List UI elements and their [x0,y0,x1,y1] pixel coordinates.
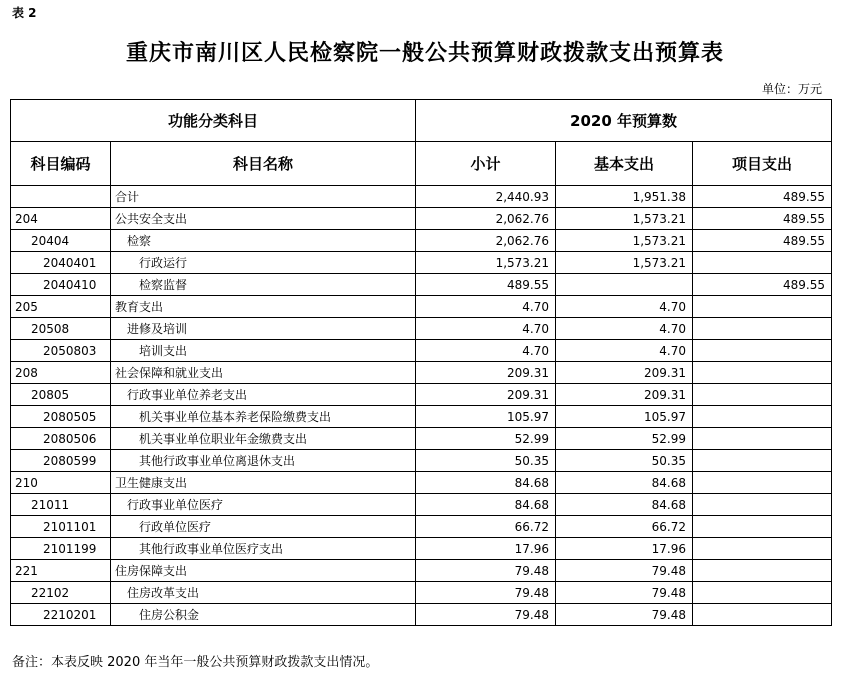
table-row [11,186,832,208]
row-name: 住房改革支出 [111,582,416,604]
row-name: 培训支出 [111,340,416,362]
table-row [11,472,832,494]
row-subtotal: 4.70 [416,340,556,362]
footnote: 备注：本表反映 2020 年当年一般公共预算财政拨款支出情况。 [12,655,379,670]
row-project [693,450,832,472]
row-name: 其他行政事业单位医疗支出 [111,538,416,560]
row-project [693,472,832,494]
row-project [693,428,832,450]
row-code: 2101101 [11,516,111,538]
row-project [693,538,832,560]
row-code: 205 [11,296,111,318]
row-basic: 52.99 [556,428,693,450]
row-project [693,582,832,604]
row-basic: 4.70 [556,318,693,340]
row-code: 2050803 [11,340,111,362]
table-number-label: 表 2 [12,6,37,20]
row-basic: 1,573.21 [556,208,693,230]
unit-label: 单位：万元 [761,82,822,96]
row-name: 机关事业单位基本养老保险缴费支出 [111,406,416,428]
row-subtotal: 2,062.76 [416,230,556,252]
row-basic: 4.70 [556,340,693,362]
row-code: 208 [11,362,111,384]
row-project [693,516,832,538]
budget-table [10,99,832,626]
row-basic: 50.35 [556,450,693,472]
row-name: 社会保障和就业支出 [111,362,416,384]
row-code: 2210201 [11,604,111,626]
row-project [693,604,832,626]
row-subtotal: 2,062.76 [416,208,556,230]
row-name: 行政事业单位医疗 [111,494,416,516]
row-project [693,406,832,428]
row-basic: 17.96 [556,538,693,560]
row-subtotal: 50.35 [416,450,556,472]
row-subtotal: 209.31 [416,362,556,384]
row-name: 检察 [111,230,416,252]
row-name: 行政单位医疗 [111,516,416,538]
row-code: 21011 [11,494,111,516]
table-row [11,340,832,362]
row-subtotal: 79.48 [416,604,556,626]
row-name: 住房保障支出 [111,560,416,582]
header-basic: 基本支出 [556,142,693,186]
row-subtotal: 4.70 [416,318,556,340]
table-row [11,230,832,252]
header-subtotal: 小计 [416,142,556,186]
row-basic: 4.70 [556,296,693,318]
row-project [693,384,832,406]
row-project [693,362,832,384]
header-budget-2020: 2020 年预算数 [416,100,832,142]
header-row-columns [11,142,832,186]
row-name: 其他行政事业单位离退休支出 [111,450,416,472]
row-project: 489.55 [693,186,832,208]
row-subtotal: 105.97 [416,406,556,428]
row-basic: 209.31 [556,384,693,406]
row-name: 卫生健康支出 [111,472,416,494]
table-body [11,186,832,626]
row-name: 合计 [111,186,416,208]
row-project [693,252,832,274]
table-row [11,384,832,406]
row-basic: 79.48 [556,604,693,626]
table-row [11,296,832,318]
row-basic: 79.48 [556,560,693,582]
row-project [693,340,832,362]
table-row [11,538,832,560]
row-code: 221 [11,560,111,582]
row-subtotal: 1,573.21 [416,252,556,274]
table-row [11,560,832,582]
table-row [11,208,832,230]
row-code: 20805 [11,384,111,406]
row-name: 行政事业单位养老支出 [111,384,416,406]
row-basic: 1,573.21 [556,252,693,274]
row-basic: 1,573.21 [556,230,693,252]
row-code: 2040401 [11,252,111,274]
row-code: 204 [11,208,111,230]
row-code: 20508 [11,318,111,340]
row-basic: 1,951.38 [556,186,693,208]
table-row [11,362,832,384]
row-basic: 66.72 [556,516,693,538]
table-row [11,428,832,450]
row-code: 2080506 [11,428,111,450]
row-name: 公共安全支出 [111,208,416,230]
row-project [693,560,832,582]
row-basic [556,274,693,296]
row-subtotal: 79.48 [416,560,556,582]
header-row-group [11,100,832,142]
row-subtotal: 2,440.93 [416,186,556,208]
page-title: 重庆市南川区人民检察院一般公共预算财政拨款支出预算表 [125,41,724,66]
row-basic: 79.48 [556,582,693,604]
row-name: 教育支出 [111,296,416,318]
row-code: 2080599 [11,450,111,472]
row-code [11,186,111,208]
row-basic: 84.68 [556,494,693,516]
table-row [11,604,832,626]
row-subtotal: 84.68 [416,494,556,516]
table-row [11,582,832,604]
row-code: 2080505 [11,406,111,428]
row-code: 22102 [11,582,111,604]
header-code: 科目编码 [11,142,111,186]
row-project: 489.55 [693,208,832,230]
row-subtotal: 84.68 [416,472,556,494]
row-subtotal: 52.99 [416,428,556,450]
row-basic: 105.97 [556,406,693,428]
table-row [11,252,832,274]
row-name: 机关事业单位职业年金缴费支出 [111,428,416,450]
header-project: 项目支出 [693,142,832,186]
row-subtotal: 4.70 [416,296,556,318]
table-row [11,406,832,428]
table-row [11,516,832,538]
row-code: 210 [11,472,111,494]
row-subtotal: 489.55 [416,274,556,296]
row-name: 进修及培训 [111,318,416,340]
table-row [11,318,832,340]
row-code: 2101199 [11,538,111,560]
row-project [693,494,832,516]
row-subtotal: 209.31 [416,384,556,406]
header-name: 科目名称 [111,142,416,186]
row-project: 489.55 [693,230,832,252]
row-code: 2040410 [11,274,111,296]
table-row [11,450,832,472]
row-name: 检察监督 [111,274,416,296]
table-row [11,494,832,516]
row-code: 20404 [11,230,111,252]
row-project [693,318,832,340]
row-subtotal: 66.72 [416,516,556,538]
header-func-category: 功能分类科目 [11,100,416,142]
row-project: 489.55 [693,274,832,296]
row-basic: 84.68 [556,472,693,494]
row-name: 行政运行 [111,252,416,274]
row-project [693,296,832,318]
row-basic: 209.31 [556,362,693,384]
row-name: 住房公积金 [111,604,416,626]
table-row [11,274,832,296]
row-subtotal: 17.96 [416,538,556,560]
row-subtotal: 79.48 [416,582,556,604]
